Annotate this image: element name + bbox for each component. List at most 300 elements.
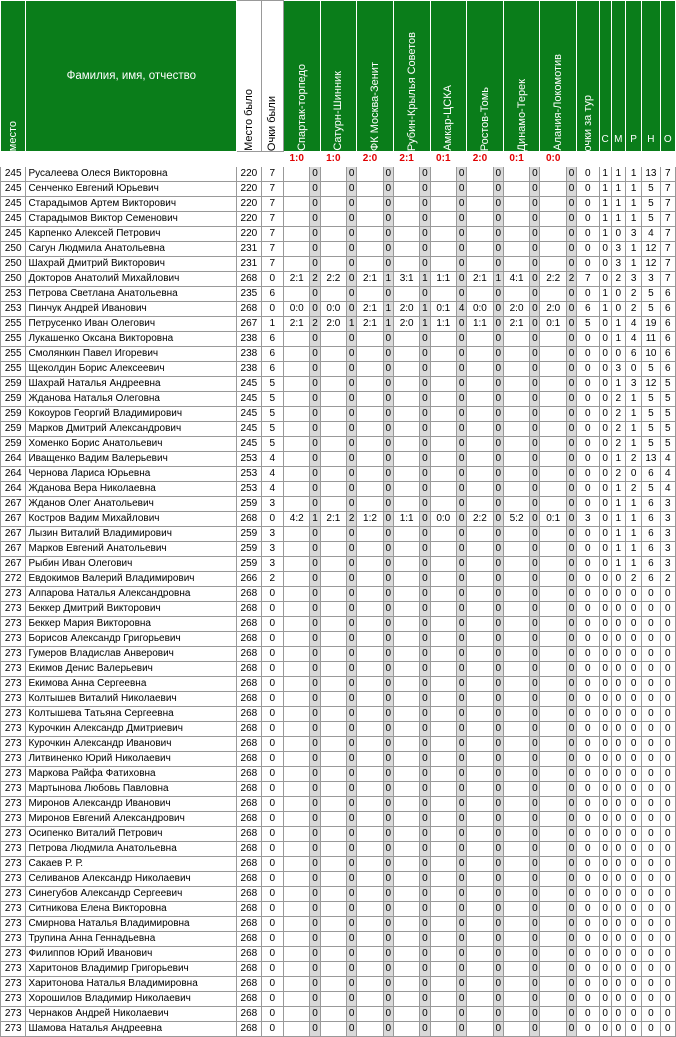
prediction-cell [430,362,456,377]
place-cell: 273 [1,887,26,902]
prediction-points-cell: 0 [566,992,576,1007]
prediction-points-cell: 0 [566,872,576,887]
n-cell: 0 [642,722,660,737]
prediction-cell [540,437,566,452]
prediction-cell [357,227,383,242]
prediction-cell [430,707,456,722]
subheader-ob: Об [261,152,283,167]
prev-place-cell: 268 [237,902,261,917]
header-ochki-za-tur: очки за тур [577,1,599,152]
n-cell: 5 [642,182,660,197]
prediction-points-cell: 0 [457,317,467,332]
prediction-cell [393,482,419,497]
prediction-cell [467,647,493,662]
prediction-points-cell: 0 [347,752,357,767]
r-cell: 3 [625,272,641,287]
prediction-cell [503,287,529,302]
name-cell: Миронов Александр Иванович [26,797,237,812]
prev-place-cell: 259 [237,542,261,557]
m-cell: 0 [611,287,625,302]
prediction-cell [467,437,493,452]
prediction-points-cell: 0 [310,587,320,602]
m-cell: 1 [611,377,625,392]
round-points-cell: 0 [577,827,599,842]
prev-place-cell: 259 [237,527,261,542]
prediction-cell [503,827,529,842]
round-points-cell: 0 [577,497,599,512]
r-cell: 0 [625,602,641,617]
prediction-cell [503,557,529,572]
prev-points-cell: 5 [261,392,283,407]
prediction-cell [467,557,493,572]
prediction-points-cell: 0 [383,1007,393,1022]
prediction-cell [503,767,529,782]
header-match-4: Рубин-Крылья Советов [393,1,430,152]
table-row [1,962,676,977]
prediction-cell [320,467,346,482]
o-cell: 0 [660,617,675,632]
prev-place-cell: 268 [237,737,261,752]
prediction-cell [503,482,529,497]
prev-points-cell: 0 [261,977,283,992]
prediction-points-cell: 0 [457,437,467,452]
prediction-cell [283,557,309,572]
prediction-cell [393,827,419,842]
prediction-points-cell: 0 [457,182,467,197]
prediction-cell [320,872,346,887]
prediction-points-cell: 0 [530,362,540,377]
table-row [1,617,676,632]
prediction-cell [503,707,529,722]
prediction-points-cell: 0 [530,197,540,212]
prediction-points-cell: 0 [347,182,357,197]
prediction-points-cell: 0 [420,827,430,842]
s-cell: 0 [599,392,611,407]
prediction-cell [540,767,566,782]
prediction-points-cell: 0 [566,197,576,212]
prev-points-cell: 4 [261,452,283,467]
prediction-cell [503,542,529,557]
o-cell: 7 [660,197,675,212]
prediction-cell [540,332,566,347]
prediction-cell [320,572,346,587]
prediction-cell: 2:0 [393,302,419,317]
prediction-points-cell: 0 [347,542,357,557]
o-cell: 0 [660,647,675,662]
o-cell: 5 [660,392,675,407]
prediction-points-cell: 0 [420,467,430,482]
o-cell: 0 [660,1007,675,1022]
prediction-points-cell: 0 [310,737,320,752]
prediction-cell [467,587,493,602]
prediction-cell [393,722,419,737]
prediction-cell [430,737,456,752]
prediction-cell [503,257,529,272]
prediction-points-cell: 0 [347,302,357,317]
prediction-cell: 1:1 [393,512,419,527]
prediction-cell [540,887,566,902]
prediction-points-cell: 0 [383,827,393,842]
r-cell: 4 [625,332,641,347]
prediction-points-cell: 0 [530,542,540,557]
prediction-cell [283,422,309,437]
round-points-cell: 0 [577,287,599,302]
prediction-points-cell: 0 [457,722,467,737]
s-cell: 0 [599,557,611,572]
prev-points-cell: 7 [261,197,283,212]
prev-place-cell: 268 [237,302,261,317]
r-cell: 6 [625,347,641,362]
prediction-points-cell: 0 [420,257,430,272]
s-cell: 0 [599,647,611,662]
prediction-points-cell: 0 [347,452,357,467]
prediction-cell [393,422,419,437]
s-cell: 0 [599,1022,611,1037]
o-cell: 0 [660,737,675,752]
prediction-points-cell: 0 [420,617,430,632]
table-row [1,947,676,962]
prediction-points-cell: 0 [310,1022,320,1037]
m-cell: 0 [611,962,625,977]
prediction-cell [467,452,493,467]
place-cell: 273 [1,722,26,737]
table-row [1,242,676,257]
table-row [1,692,676,707]
prediction-cell [393,602,419,617]
prev-points-cell: 0 [261,932,283,947]
prediction-cell [283,677,309,692]
prev-place-cell: 268 [237,512,261,527]
prediction-points-cell: 0 [420,962,430,977]
prediction-cell [320,587,346,602]
n-cell: 0 [642,647,660,662]
o-cell: 5 [660,407,675,422]
prev-points-cell: 4 [261,482,283,497]
prediction-points-cell: 0 [310,332,320,347]
m-cell: 1 [611,182,625,197]
r-cell: 0 [625,947,641,962]
table-row [1,992,676,1007]
prediction-cell: 2:1 [283,272,309,287]
prediction-points-cell: 0 [566,977,576,992]
s-cell: 0 [599,1007,611,1022]
r-cell: 0 [625,827,641,842]
prediction-points-cell: 0 [566,722,576,737]
prediction-cell [430,902,456,917]
prediction-points-cell: 0 [457,632,467,647]
table-row [1,632,676,647]
round-points-cell: 0 [577,602,599,617]
place-cell: 267 [1,512,26,527]
prediction-points-cell: 0 [347,1022,357,1037]
prediction-points-cell: 0 [310,212,320,227]
prev-place-cell: 268 [237,692,261,707]
prediction-cell [393,167,419,182]
n-cell: 0 [642,797,660,812]
place-cell: 245 [1,182,26,197]
prediction-points-cell: 0 [530,572,540,587]
prediction-points-cell: 0 [383,842,393,857]
table-row [1,347,676,362]
r-cell: 3 [625,227,641,242]
prediction-points-cell: 0 [530,467,540,482]
header-fio: Фамилия, имя, отчество [26,1,237,152]
prediction-points-cell: 0 [457,932,467,947]
name-cell: Пинчук Андрей Иванович [26,302,237,317]
prediction-cell [357,212,383,227]
table-row [1,317,676,332]
m-cell: 0 [611,887,625,902]
n-cell: 0 [642,602,660,617]
prediction-cell [393,242,419,257]
score-pad [566,152,576,167]
o-cell: 6 [660,317,675,332]
prediction-cell [540,347,566,362]
prev-points-cell: 0 [261,692,283,707]
prediction-cell [320,257,346,272]
prediction-cell [467,1022,493,1037]
prediction-cell [357,482,383,497]
place-cell: 267 [1,497,26,512]
o-cell: 3 [660,542,675,557]
score-pad [347,152,357,167]
prediction-points-cell: 0 [530,407,540,422]
s-cell: 0 [599,437,611,452]
prediction-points-cell: 0 [530,722,540,737]
place-cell: 259 [1,422,26,437]
prediction-cell [430,1022,456,1037]
n-cell: 0 [642,902,660,917]
prediction-points-cell: 0 [383,632,393,647]
prediction-cell [320,602,346,617]
table-row [1,587,676,602]
prediction-points-cell: 0 [420,722,430,737]
round-points-cell: 0 [577,872,599,887]
prediction-cell [467,227,493,242]
n-cell: 0 [642,1007,660,1022]
round-points-cell: 0 [577,587,599,602]
m-cell: 1 [611,497,625,512]
prediction-cell [393,707,419,722]
prediction-cell [503,947,529,962]
prev-place-cell: 268 [237,677,261,692]
prediction-cell [467,617,493,632]
name-cell: Екимов Денис Валерьевич [26,662,237,677]
prediction-points-cell: 0 [493,947,503,962]
prediction-points-cell: 0 [493,872,503,887]
r-cell: 2 [625,452,641,467]
prediction-cell [320,227,346,242]
o-cell: 7 [660,257,675,272]
place-cell: 259 [1,377,26,392]
header-m: М [611,1,625,152]
r-cell: 0 [625,797,641,812]
prediction-cell [540,392,566,407]
table-row [1,527,676,542]
round-points-cell: 0 [577,707,599,722]
prediction-points-cell: 0 [347,482,357,497]
prediction-cell [283,542,309,557]
name-cell: Старадымов Артем Викторович [26,197,237,212]
prediction-cell [283,917,309,932]
prediction-cell [320,212,346,227]
prediction-cell: 2:1 [357,302,383,317]
prediction-points-cell: 0 [383,722,393,737]
prediction-cell [320,182,346,197]
round-points-cell: 0 [577,812,599,827]
prediction-points-cell: 0 [566,167,576,182]
table-row [1,542,676,557]
prediction-cell [540,647,566,662]
prediction-cell [503,992,529,1007]
table-row [1,977,676,992]
prediction-points-cell: 0 [310,977,320,992]
s-cell: 0 [599,767,611,782]
r-cell: 0 [625,977,641,992]
name-cell: Щеколдин Борис Алексеевич [26,362,237,377]
prediction-points-cell: 0 [310,182,320,197]
prediction-points-cell: 0 [420,812,430,827]
prediction-cell [540,917,566,932]
prev-points-cell: 3 [261,527,283,542]
prediction-cell [283,857,309,872]
name-cell: Чернаков Андрей Николаевич [26,1007,237,1022]
prediction-points-cell: 0 [566,767,576,782]
prediction-cell [393,587,419,602]
m-cell: 0 [611,842,625,857]
prediction-cell [503,392,529,407]
prediction-cell [430,467,456,482]
prediction-points-cell: 0 [530,872,540,887]
prediction-cell [430,257,456,272]
prediction-cell [283,752,309,767]
prediction-points-cell: 0 [530,797,540,812]
name-cell: Петрусенко Иван Олегович [26,317,237,332]
prediction-cell [320,1007,346,1022]
prediction-cell [467,827,493,842]
s-cell: 1 [599,287,611,302]
m-cell: 0 [611,767,625,782]
name-cell: Осипенко Виталий Петрович [26,827,237,842]
prediction-points-cell: 0 [310,797,320,812]
m-cell: 1 [611,557,625,572]
prediction-points-cell: 0 [530,827,540,842]
place-cell: 253 [1,302,26,317]
n-cell: 0 [642,872,660,887]
n-cell: 0 [642,887,660,902]
prediction-points-cell: 0 [347,977,357,992]
prediction-cell [467,917,493,932]
prev-points-cell: 5 [261,422,283,437]
prediction-points-cell: 0 [457,782,467,797]
prediction-points-cell: 0 [383,497,393,512]
table-row [1,422,676,437]
prev-points-cell: 0 [261,1007,283,1022]
table-row [1,497,676,512]
m-cell: 0 [611,617,625,632]
prediction-cell [503,212,529,227]
prediction-points-cell: 0 [566,797,576,812]
prediction-points-cell: 1 [383,272,393,287]
r-cell: 0 [625,887,641,902]
prediction-points-cell: 0 [493,182,503,197]
prediction-cell [357,737,383,752]
prev-points-cell: 0 [261,917,283,932]
prediction-cell [283,242,309,257]
prediction-cell [467,857,493,872]
subheader-blank [611,152,625,167]
r-cell: 1 [625,392,641,407]
prediction-points-cell: 0 [493,317,503,332]
prediction-cell [283,497,309,512]
score-6: 2:0 [467,152,493,167]
prediction-cell [467,332,493,347]
o-cell: 0 [660,962,675,977]
place-cell: 273 [1,1007,26,1022]
prediction-points-cell: 0 [310,602,320,617]
round-points-cell: 6 [577,302,599,317]
prediction-points-cell: 0 [493,1022,503,1037]
m-cell: 0 [611,902,625,917]
prediction-points-cell: 0 [493,662,503,677]
prediction-points-cell: 0 [310,287,320,302]
prediction-points-cell: 0 [310,242,320,257]
prediction-cell: 2:2 [467,512,493,527]
header-match-5: Амкар-ЦСКА [430,1,467,152]
prediction-cell [320,362,346,377]
o-cell: 6 [660,362,675,377]
prediction-cell [320,827,346,842]
m-cell: 1 [611,452,625,467]
prediction-cell [503,752,529,767]
prediction-points-cell: 0 [347,572,357,587]
name-cell: Ситникова Елена Викторовна [26,902,237,917]
m-cell: 2 [611,422,625,437]
prediction-points-cell: 0 [457,617,467,632]
prediction-points-cell: 0 [420,767,430,782]
prediction-points-cell: 0 [420,587,430,602]
place-cell: 273 [1,872,26,887]
s-cell: 0 [599,512,611,527]
prev-place-cell: 268 [237,1022,261,1037]
prev-place-cell: 268 [237,662,261,677]
prediction-points-cell: 0 [347,377,357,392]
m-cell: 0 [611,587,625,602]
prediction-cell [357,542,383,557]
prediction-cell: 0:0 [283,302,309,317]
prediction-points-cell: 0 [457,512,467,527]
prediction-cell [430,812,456,827]
prediction-points-cell: 0 [566,437,576,452]
prediction-cell [430,197,456,212]
prediction-cell: 2:1 [503,317,529,332]
r-cell: 0 [625,902,641,917]
prediction-cell [540,992,566,1007]
place-cell: 259 [1,392,26,407]
place-cell: 273 [1,692,26,707]
subheader-blank [26,152,237,167]
prediction-cell [540,542,566,557]
place-cell: 255 [1,347,26,362]
header-match-8: Алания-Локомотив [540,1,577,152]
prediction-points-cell: 0 [383,212,393,227]
s-cell: 0 [599,902,611,917]
prediction-points-cell: 0 [530,482,540,497]
m-cell: 0 [611,572,625,587]
prediction-points-cell: 0 [347,992,357,1007]
prediction-points-cell: 0 [347,962,357,977]
prediction-cell [283,992,309,1007]
